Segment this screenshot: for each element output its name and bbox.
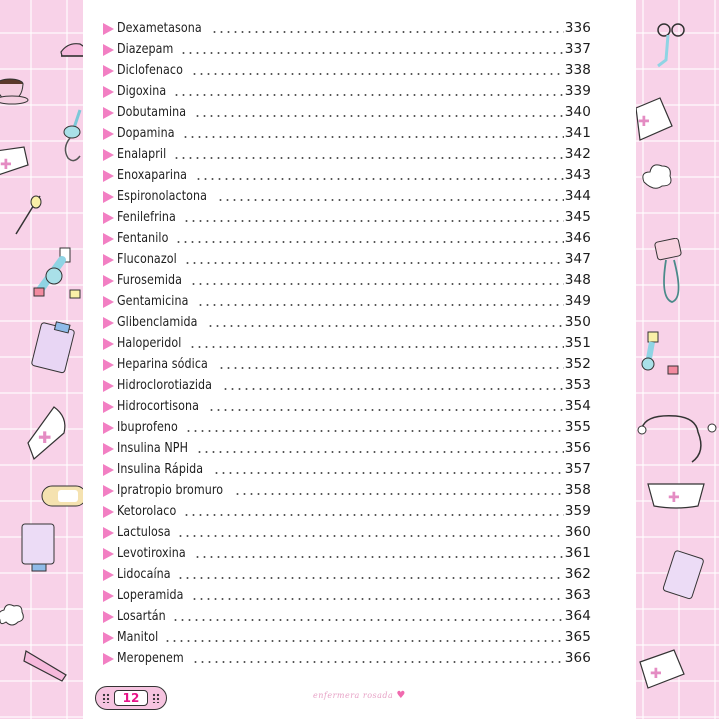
drug-name: Haloperidol [117, 336, 182, 351]
triangle-right-icon [103, 65, 114, 77]
document-page [83, 0, 636, 719]
toc-entry[interactable] [103, 459, 591, 480]
dot-leader [183, 220, 564, 222]
triangle-right-icon [103, 443, 114, 455]
dot-leader [234, 493, 563, 495]
triangle-right-icon [103, 275, 114, 287]
first-aid-kit-icon [634, 96, 676, 142]
dot-leader [191, 73, 564, 75]
drug-name: Ipratropio bromuro [117, 483, 224, 498]
triangle-right-icon [103, 296, 114, 308]
page-number: 356 [564, 440, 591, 456]
page-number: 349 [564, 293, 591, 309]
stethoscope-icon [636, 412, 718, 466]
clipboard-icon [660, 550, 710, 606]
triangle-right-icon [103, 317, 114, 329]
page-number: 353 [564, 377, 591, 393]
page-number: 348 [564, 272, 591, 288]
triangle-right-icon [103, 422, 114, 434]
drug-name: Ibuprofeno [117, 420, 178, 435]
drug-name: Enoxaparina [117, 168, 188, 183]
toc-entry[interactable] [103, 270, 591, 291]
dot-leader [177, 577, 563, 579]
drug-name: Furosemida [117, 273, 183, 288]
toc-entry[interactable] [103, 207, 591, 228]
dot-leader [213, 472, 564, 474]
first-aid-kit-icon [636, 648, 686, 690]
page-number: 347 [564, 251, 591, 267]
page-number: 365 [564, 629, 591, 645]
heart-icon: ♥ [396, 690, 406, 701]
triangle-right-icon [103, 653, 114, 665]
page-number-badge [95, 686, 167, 710]
triangle-right-icon [103, 191, 114, 203]
triangle-right-icon [103, 632, 114, 644]
page-number: 341 [564, 125, 591, 141]
drug-name: Insulina Rápida [117, 462, 204, 477]
stopcock-icon [634, 330, 680, 380]
drug-name: Fentanilo [117, 231, 169, 246]
clipboard-icon [28, 320, 80, 376]
brand-text: enfermera rosada [313, 691, 394, 700]
dot-leader [164, 640, 564, 642]
drug-name: Diclofenaco [117, 63, 183, 78]
dot-leader [222, 388, 563, 390]
drug-name: Losartán [117, 609, 166, 624]
svg-text:✚: ✚ [38, 428, 52, 447]
dot-leader [208, 409, 564, 411]
id-badge-icon [654, 238, 688, 308]
drug-name: Digoxina [117, 84, 167, 99]
toc-entry[interactable] [103, 375, 591, 396]
drug-name: Dopamina [117, 126, 175, 141]
toc-entry[interactable] [103, 606, 591, 627]
toc-entry[interactable] [103, 585, 591, 606]
page-number: 340 [564, 104, 591, 120]
dot-leader [195, 178, 564, 180]
drug-name: Glibenclamida [117, 315, 198, 330]
sneaker-icon [22, 645, 74, 685]
dot-leader [197, 304, 564, 306]
drug-name: Fluconazol [117, 252, 177, 267]
page-number: 358 [564, 482, 591, 498]
svg-text:✚: ✚ [638, 114, 650, 130]
triangle-right-icon [103, 338, 114, 350]
dot-leader [218, 367, 564, 369]
drug-name: Hidrocortisona [117, 399, 200, 414]
page-number: 339 [564, 83, 591, 99]
drug-name: Espironolactona [117, 189, 208, 204]
cloud-icon [0, 600, 26, 628]
triangle-right-icon [103, 107, 114, 119]
toc-entry[interactable] [103, 627, 591, 648]
toc-entry[interactable] [103, 564, 591, 585]
toc-entry[interactable] [103, 354, 591, 375]
toc-entry[interactable] [103, 312, 591, 333]
toc-entry[interactable] [103, 648, 591, 669]
page-number: 351 [564, 335, 591, 351]
page-number: 357 [564, 461, 591, 477]
cotton-ball-icon [640, 160, 674, 192]
table-of-contents [103, 18, 591, 669]
drug-name: Insulina NPH [117, 441, 189, 456]
triangle-right-icon [103, 23, 114, 35]
triangle-right-icon [103, 380, 114, 392]
toc-entry[interactable] [103, 543, 591, 564]
nurse-cap-icon [646, 480, 706, 510]
triangle-right-icon [103, 401, 114, 413]
dot-leader [194, 115, 564, 117]
drug-name: Levotiroxina [117, 546, 186, 561]
page-number: 336 [564, 20, 591, 36]
page-number-label: 12 [114, 690, 148, 706]
page-number: 344 [564, 188, 591, 204]
triangle-right-icon [103, 170, 114, 182]
brand-signature [313, 690, 406, 701]
toc-entry[interactable] [103, 501, 591, 522]
triangle-right-icon [103, 86, 114, 98]
triangle-right-icon [103, 44, 114, 56]
dot-leader [182, 136, 564, 138]
bandage-holes-icon [102, 693, 110, 703]
drug-name: Lidocaína [117, 567, 171, 582]
triangle-right-icon [103, 254, 114, 266]
toc-entry[interactable] [103, 186, 591, 207]
syringe-icon [10, 192, 44, 238]
toc-entry[interactable] [103, 249, 591, 270]
bandage-holes-icon [152, 693, 160, 703]
page-number: 342 [564, 146, 591, 162]
dot-leader [173, 94, 564, 96]
toc-entry[interactable] [103, 81, 591, 102]
triangle-right-icon [103, 485, 114, 497]
dot-leader [207, 325, 564, 327]
toc-entry[interactable] [103, 60, 591, 81]
drug-name: Heparina sódica [117, 357, 208, 372]
stopcock-icon [32, 244, 82, 302]
dot-leader [196, 451, 564, 453]
dot-leader [185, 430, 564, 432]
drug-name: Lactulosa [117, 525, 171, 540]
page-number: 354 [564, 398, 591, 414]
page-number: 361 [564, 545, 591, 561]
toc-entry[interactable] [103, 438, 591, 459]
triangle-right-icon [103, 506, 114, 518]
drug-name: Hidroclorotiazida [117, 378, 213, 393]
dot-leader [190, 283, 564, 285]
page-number: 350 [564, 314, 591, 330]
page-number: 362 [564, 566, 591, 582]
page-number: 345 [564, 209, 591, 225]
nurse-cap-icon [0, 145, 30, 179]
drug-name: Manitol [117, 630, 159, 645]
dot-leader [184, 262, 564, 264]
dot-leader [177, 535, 563, 537]
triangle-right-icon [103, 611, 114, 623]
toc-entry[interactable] [103, 18, 591, 39]
page-number: 360 [564, 524, 591, 540]
drug-name: Dobutamina [117, 105, 187, 120]
page-number: 352 [564, 356, 591, 372]
toc-entry[interactable] [103, 396, 591, 417]
toc-entry[interactable] [103, 123, 591, 144]
dot-leader [172, 619, 564, 621]
drug-name: Gentamicina [117, 294, 189, 309]
drug-name: Meropenem [117, 651, 184, 666]
dot-leader [217, 199, 564, 201]
dot-leader [183, 514, 563, 516]
dot-leader [192, 661, 564, 663]
triangle-right-icon [103, 212, 114, 224]
triangle-right-icon [103, 149, 114, 161]
triangle-right-icon [103, 590, 114, 602]
svg-text:✚: ✚ [650, 666, 662, 682]
dot-leader [173, 157, 564, 159]
page-number: 338 [564, 62, 591, 78]
toc-entry[interactable] [103, 102, 591, 123]
coffee-cup-icon [0, 70, 32, 106]
toc-entry[interactable] [103, 333, 591, 354]
dot-leader [189, 346, 564, 348]
toc-entry[interactable] [103, 165, 591, 186]
bandage-icon [40, 484, 86, 508]
triangle-right-icon [103, 128, 114, 140]
page-number: 343 [564, 167, 591, 183]
chart-icon [20, 522, 56, 574]
triangle-right-icon [103, 233, 114, 245]
drug-name: Fenilefrina [117, 210, 176, 225]
page-number: 363 [564, 587, 591, 603]
dot-leader [194, 556, 564, 558]
triangle-right-icon [103, 548, 114, 560]
drug-name: Loperamida [117, 588, 184, 603]
page-number: 366 [564, 650, 591, 666]
toc-entry[interactable] [103, 228, 591, 249]
svg-text:✚: ✚ [668, 490, 680, 506]
scissors-icon [654, 20, 688, 70]
triangle-right-icon [103, 569, 114, 581]
page-number: 364 [564, 608, 591, 624]
drug-name: Dexametasona [117, 21, 202, 36]
triangle-right-icon [103, 359, 114, 371]
drug-name: Diazepam [117, 42, 174, 57]
toc-entry[interactable] [103, 39, 591, 60]
page-number: 346 [564, 230, 591, 246]
nurse-cap-icon [24, 403, 70, 461]
toc-entry[interactable] [103, 144, 591, 165]
toc-entry[interactable] [103, 417, 591, 438]
toc-entry[interactable] [103, 291, 591, 312]
page-number: 355 [564, 419, 591, 435]
dot-leader [191, 598, 563, 600]
svg-text:✚: ✚ [0, 157, 12, 173]
dot-leader [180, 52, 563, 54]
drug-name: Enalapril [117, 147, 167, 162]
dot-leader [211, 31, 564, 33]
toc-entry[interactable] [103, 522, 591, 543]
triangle-right-icon [103, 464, 114, 476]
page-number: 337 [564, 41, 591, 57]
drug-name: Ketorolaco [117, 504, 177, 519]
page-number: 359 [564, 503, 591, 519]
dot-leader [175, 241, 564, 243]
toc-entry[interactable] [103, 480, 591, 501]
triangle-right-icon [103, 527, 114, 539]
